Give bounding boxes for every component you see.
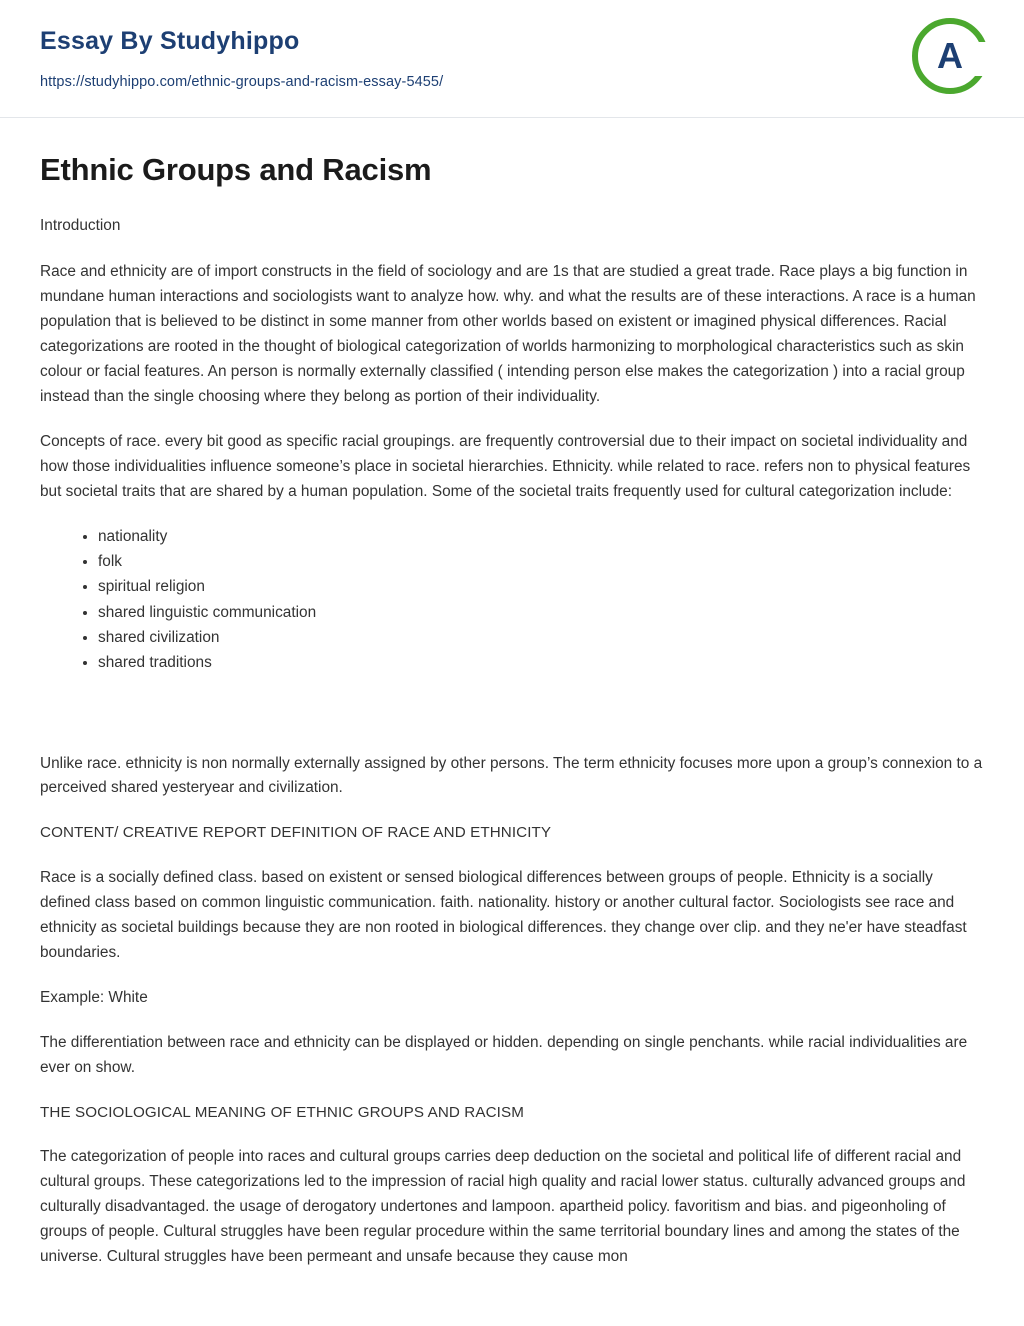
source-url-link[interactable]: https://studyhippo.com/ethnic-groups-and-racism-essay-5455/ [40, 74, 444, 90]
site-header [0, 0, 1024, 118]
logo-letter: A [937, 35, 963, 76]
paragraph-4: Race is a socially defined class. based on existent or sensed biological differences between groups of people. Ethnicity is a socially defined class based on common linguistic communication. faith. nationality. history or another cultural factor. Sociologists see race and ethnicity as societal buildings because they are non rooted in biological differences. they change over clip. and they ne'er have steadfast boundaries. [40, 869, 967, 961]
paragraph-3: Unlike race. ethnicity is non normally externally assigned by other persons. The term ethnicity focuses more upon a group’s connexion to a perceived shared yesteryear and civilization. [40, 754, 983, 797]
list-item: • shared civilization [98, 626, 984, 650]
section-label-introduction: Introduction [40, 217, 121, 234]
trait-list [40, 525, 984, 676]
content-spacer [40, 696, 984, 752]
example-line: Example: White [40, 988, 148, 1006]
paragraph-2: Concepts of race. every bit good as specific racial groupings. are frequently controversial due to their impact on societal individuality and how those individualities influence someone’s place in societal hierarchies. Ethnicity. while related to race. refers non to physical features but societal traits that are shared by a human population. Some of the societal traits frequently used for cultural categorization include: [40, 432, 971, 500]
list-item: • folk [98, 550, 984, 574]
logo-ring-gap [966, 42, 988, 76]
list-item: • shared traditions [98, 651, 984, 675]
heading-content-definition: CONTENT/ CREATIVE REPORT DEFINITION OF RACE AND ETHNICITY [40, 824, 552, 842]
list-item: • nationality [98, 525, 984, 549]
paragraph-1: Race and ethnicity are of import constructs in the field of sociology and are 1s that are studied a great trade. Race plays a big function in mundane human interactions and sociologists want to analyze how. why. and what the results are of these interactions. A race is a human population that is believed to be distinct in some manner from other worlds based on existent or imagined physical differences. Racial categorizations are rooted in the thought of biological categorization of worlds harmonizing to morphological characteristics such as skin colour or facial features. An person is normally externally classified ( intending person else makes the categorization ) into a racial group instead than the single choosing where they belong as portion of their individuality. [40, 262, 976, 405]
heading-sociological-meaning: THE SOCIOLOGICAL MEANING OF ETHNIC GROUPS AND RACISM [40, 1103, 524, 1121]
list-item: • shared linguistic communication [98, 601, 984, 625]
list-item: • spiritual religion [98, 575, 984, 599]
studyhippo-logo [912, 18, 988, 94]
page-title: Ethnic Groups and Racism [40, 152, 432, 187]
page-bottom-spacer [40, 1290, 984, 1326]
brand-title: Essay By Studyhippo [40, 27, 300, 55]
paragraph-6: The categorization of people into races and cultural groups carries deep deduction on the societal and political life of different racial and cultural groups. These categorizations led to the impression of racial high quality and racial lower status. culturally advanced groups and culturally disadvantaged. the usage of derogatory undertones and lampoon. apartheid policy. favoritism and bias. and pigeonholing of groups of people. Cultural struggles have been regular procedure within the same territorial boundary lines and among the states of the universe. Cultural struggles have been permeant and unsafe because they cause mon [40, 1148, 966, 1266]
document-body [0, 118, 1024, 1326]
paragraph-5: The differentiation between race and ethnicity can be displayed or hidden. depending on single penchants. while racial individualities are ever on show. [40, 1033, 968, 1076]
